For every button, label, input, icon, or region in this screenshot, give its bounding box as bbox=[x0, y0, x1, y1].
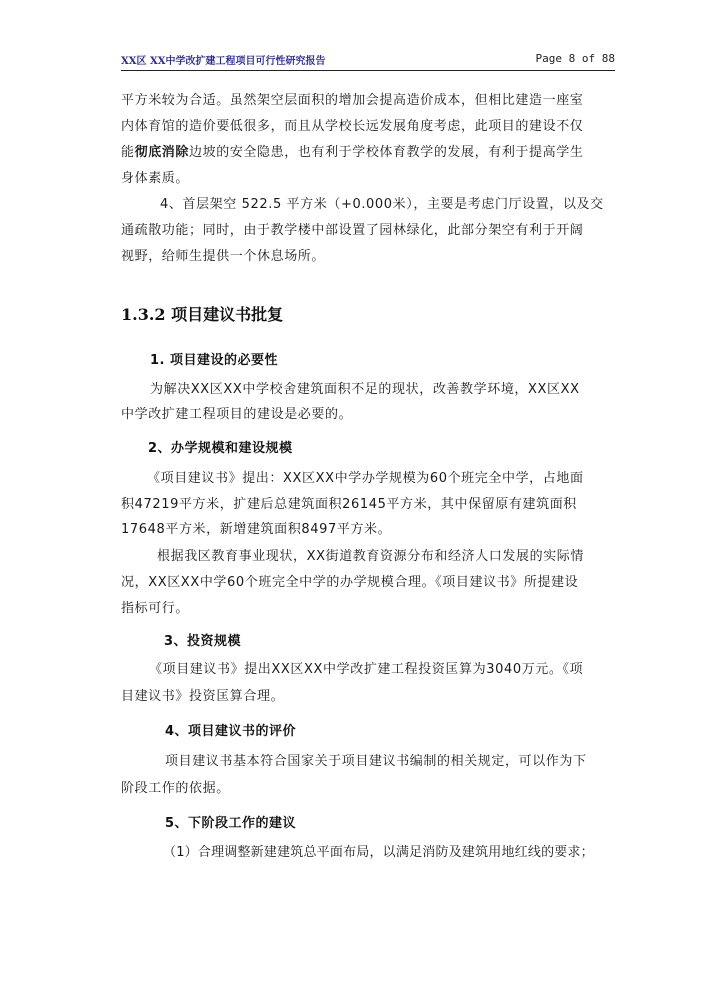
item-4-line-1: 项目建议书基本符合国家关于项目建议书编制的相关规定，可以作为下 bbox=[165, 754, 587, 769]
section-heading: 1.3.2 项目建议书批复 bbox=[121, 305, 284, 324]
point4-line-2: 通疏散功能；同时，由于教学楼中部设置了园林绿化，此部分架空有利于开阔 bbox=[121, 223, 584, 238]
item-2-line-2: 积47219平方米，扩建后总建筑面积26145平方米，其中保留原有建筑面积 bbox=[121, 497, 577, 512]
intro-emphasis: 彻底消除 bbox=[134, 145, 190, 160]
intro-line-3 bbox=[121, 143, 615, 163]
item-2-line-5: 况，XX区XX中学60个班完全中学的办学规模合理。《项目建议书》所提建设 bbox=[121, 575, 579, 590]
item-2-line-3: 17648平方米，新增建筑面积8497平方米。 bbox=[121, 522, 392, 537]
item-3-title: 3、投资规模 bbox=[164, 634, 242, 649]
intro-line-3-post: 边坡的安全隐患，也有利于学校体育教学的发展，有利于提高学生 bbox=[189, 145, 584, 160]
page-number: Page 8 of 88 bbox=[535, 52, 615, 65]
item-1-title: 1. 项目建设的必要性 bbox=[150, 353, 279, 368]
item-4-title: 4、项目建议书的评价 bbox=[165, 724, 297, 739]
item-2-line-6: 指标可行。 bbox=[121, 601, 190, 616]
page-header bbox=[121, 52, 615, 70]
point4-line-3: 视野，给师生提供一个休息场所。 bbox=[121, 249, 326, 264]
intro-line-1: 平方米较为合适。虽然架空层面积的增加会提高造价成本，但相比建造一座室 bbox=[121, 93, 584, 108]
item-2-title: 2、办学规模和建设规模 bbox=[148, 441, 293, 456]
item-1-line-2: 中学改扩建工程项目的建设是必要的。 bbox=[121, 407, 353, 422]
item-5-line-1: （1）合理调整新建建筑总平面布局，以满足消防及建筑用地红线的要求； bbox=[163, 845, 594, 860]
item-5-title: 5、下阶段工作的建议 bbox=[165, 816, 297, 831]
intro-line-3-pre: 能 bbox=[121, 145, 135, 160]
header-divider bbox=[121, 70, 615, 71]
header-title: XX区 XX中学改扩建工程项目可行性研究报告 bbox=[121, 56, 326, 67]
item-3-line-1: 《项目建议书》提出XX区XX中学改扩建工程投资匡算为3040万元。《项 bbox=[149, 662, 584, 677]
item-2-line-4: 根据我区教育事业现状，XX街道教育资源分布和经济人口发展的实际情 bbox=[157, 549, 585, 564]
point4-line-1: 4、首层架空 522.5 平方米（+0.000米），主要是考虑门厅设置，以及交 bbox=[160, 197, 604, 212]
item-4-line-2: 阶段工作的依据。 bbox=[121, 781, 230, 796]
item-2-line-1: 《项目建议书》提出：XX区XX中学办学规模为60个班完全中学，占地面 bbox=[147, 471, 584, 486]
intro-line-4: 身体素质。 bbox=[121, 171, 190, 186]
intro-line-2: 内体育馆的造价要低很多，而且从学校长远发展角度考虑，此项目的建设不仅 bbox=[121, 119, 584, 134]
item-1-line-1: 为解决XX区XX中学校舍建筑面积不足的现状，改善教学环境，XX区XX bbox=[150, 382, 580, 397]
item-3-line-2: 目建议书》投资匡算合理。 bbox=[121, 689, 285, 704]
